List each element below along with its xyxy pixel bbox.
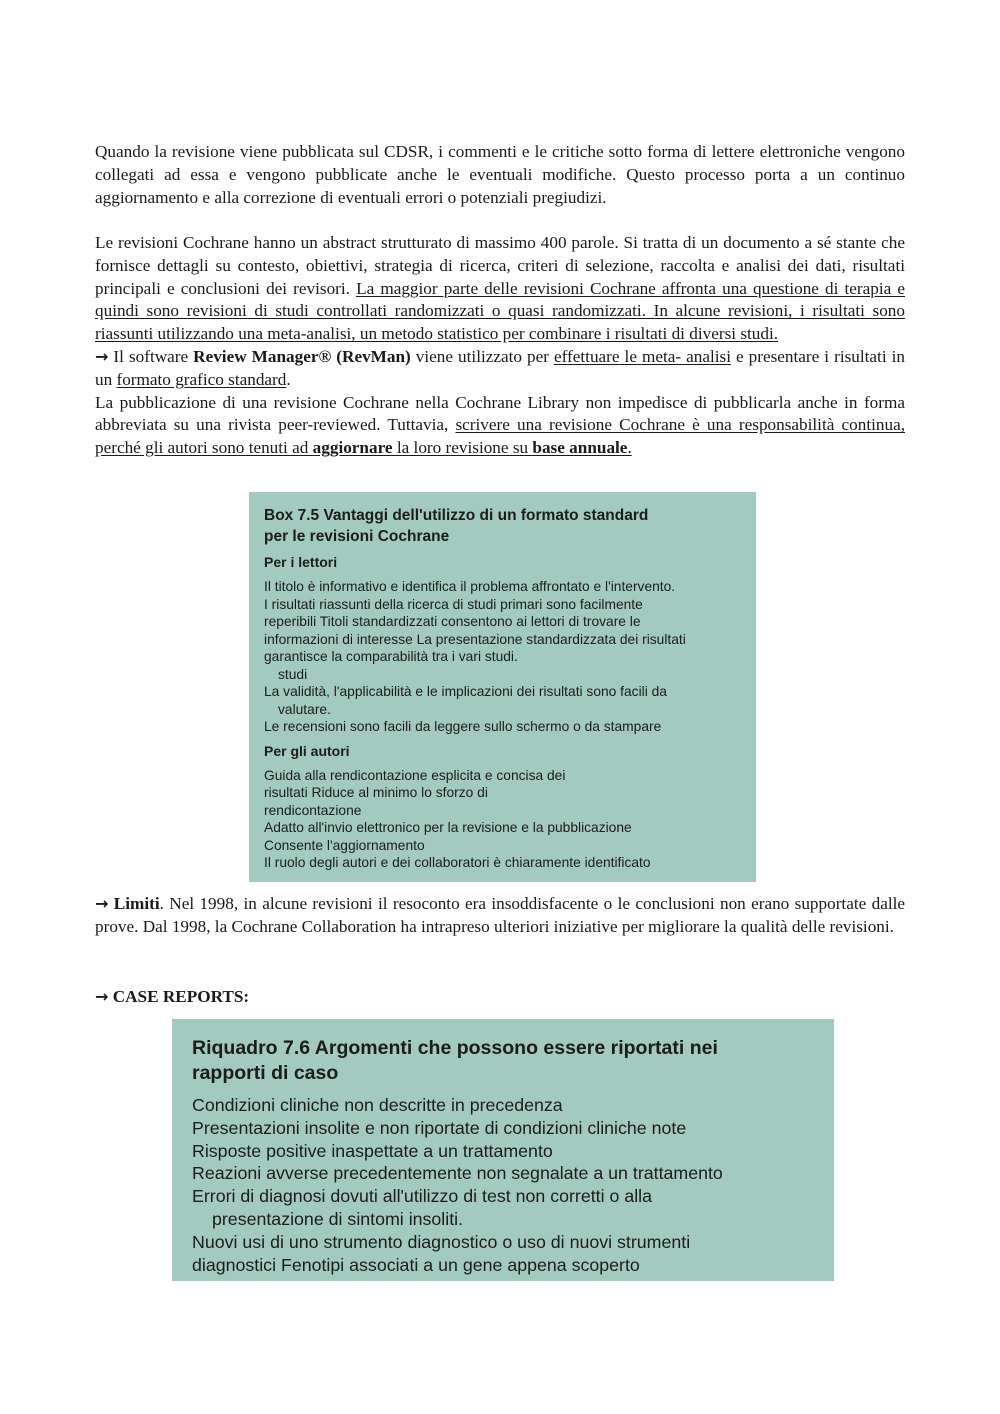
box-line: Il ruolo degli autori e dei collaboratori è chiaramente identificato (264, 855, 651, 870)
box-line: La validità, l'applicabilità e le implicazioni dei risultati sono facili da (264, 684, 667, 699)
text-span: viene utilizzato per (410, 346, 554, 366)
box-line: Presentazioni insolite e non riportate di condizioni cliniche note (192, 1117, 687, 1138)
box-line: Condizioni cliniche non descritte in precedenza (192, 1095, 563, 1115)
publication-paragraph (95, 392, 905, 460)
underlined-text: effettuare le meta- analisi (554, 346, 731, 366)
limits-paragraph (95, 893, 905, 939)
paragraph-text: Quando la revisione viene pubblicata sul CDSR, i commenti e le critiche sotto forma di lettere elettroniche vengono collegati ad essa e vengono pubblicate anche le eventuali modifiche. Questo processo porta a un continuo aggiornamento e alla correzione di eventuali errori o potenziali pregiudizi. (95, 142, 905, 207)
text-span: Il software (108, 346, 194, 366)
bold-text: Limiti (113, 894, 160, 913)
box-title-line: per le revisioni Cochrane (264, 528, 450, 545)
heading-text: CASE REPORTS: (112, 987, 250, 1006)
box-title-line: rapporti di caso (192, 1062, 339, 1084)
box-line: informazioni di interesse La presentazione standardizzata dei risultati (264, 631, 686, 647)
box-line: Le recensioni sono facili da leggere sullo schermo o da stampare (264, 719, 662, 734)
underlined-text: formato grafico standard (116, 369, 287, 389)
box-line: Il titolo è informativo e identifica il problema affrontato e l'intervento. (264, 579, 676, 594)
box-7-5-figure (249, 492, 756, 882)
underlined-text: scrivere una revisione Cochrane è una responsabilità continua, perché gli autori sono tenuti ad (95, 415, 905, 458)
bold-text: Review Manager® (RevMan) (193, 346, 411, 366)
box-line: diagnostici Fenotipi associati a un gene appena scoperto (192, 1254, 640, 1275)
box-line: Reazioni avverse precedentemente non segnalate a un trattamento (192, 1163, 723, 1184)
revman-paragraph (95, 346, 905, 392)
bold-underlined-text: base annuale (532, 438, 628, 458)
box-line: Risposte positive inaspettate a un trattamento (192, 1140, 553, 1161)
box-title-line: Box 7.5 Vantaggi dell'utilizzo di un formato standard (264, 507, 649, 524)
box-subheading-readers: Per i lettori (264, 554, 338, 570)
box-line: Adatto all'invio elettronico per la revisione e la pubblicazione (264, 820, 632, 835)
paragraph-limits (95, 893, 905, 939)
paragraph-cdsr-comments (95, 141, 905, 209)
box-line: Consente l'aggiornamento (264, 837, 425, 853)
box-line: valutare. (278, 701, 331, 717)
box-line: studi (278, 666, 308, 682)
case-reports-heading (95, 986, 905, 1009)
underlined-text: la loro revisione su (392, 438, 533, 458)
box-line: risultati Riduce al minimo lo sforzo di (264, 785, 488, 800)
box-line: I risultati riassunti della ricerca di studi primari sono facilmente (264, 596, 643, 612)
text-span: Le revisioni Cochrane hanno un abstract strutturato di massimo 400 parole. Si tratta di un documento a sé stante che fornisce dettagli su contesto, obiettivi, strategia di ricerca, criteri di selezione, raccolta e analisi dei dati, risultati principali e conclusioni dei revisori. (95, 233, 905, 298)
right-arrow-icon: → (95, 346, 109, 366)
underlined-text: La maggior parte delle revisioni Cochrane affronta una questione di terapia e quindi sono revisioni di studi controllati randomizzati o quasi randomizzati. In alcune revisioni, i risultati sono riassunti utilizzando una meta-analisi, un metodo statistico per combinare i risultati di diversi studi. (95, 278, 905, 344)
abstract-paragraph (95, 232, 905, 346)
box-subheading-authors: Per gli autori (264, 742, 350, 759)
box-7-6-figure (172, 1019, 834, 1281)
box-line: Errori di diagnosi dovuti all'utilizzo di test non corretti o alla (192, 1186, 653, 1207)
text-span: La pubblicazione di una revisione Cochrane nella Cochrane Library non impedisce di pubblicarla anche in forma abbreviata su una rivista peer-reviewed. Tuttavia, (95, 392, 905, 435)
right-arrow-icon: → (95, 987, 109, 1006)
bold-underlined-text: aggiornare (312, 438, 393, 458)
right-arrow-icon: → (95, 894, 109, 913)
box-line: reperibili Titoli standardizzati consentono ai lettori di trovare le (264, 614, 641, 629)
text-span: . Nel 1998, in alcune revisioni il resoconto era insoddisfacente o le conclusioni non erano supportate dalle prove. Dal 1998, la Cochrane Collaboration ha intrapreso ulteriori iniziative per migliorare la qualità delle revisioni. (95, 894, 905, 936)
text-span: e presentare i risultati in un (95, 346, 905, 389)
box-line: Guida alla rendicontazione esplicita e concisa dei (264, 767, 566, 783)
box-title-line: Riquadro 7.6 Argomenti che possono essere riportati nei (192, 1037, 718, 1059)
box-line: garantisce la comparabilità tra i vari studi. (264, 649, 518, 664)
box-line: presentazione di sintomi insoliti. (212, 1208, 464, 1229)
paragraph-cochrane-abstract (95, 232, 905, 460)
underlined-text: . (627, 438, 632, 458)
box-line: Nuovi usi di uno strumento diagnostico o uso di nuovi strumenti (192, 1231, 691, 1252)
text-span: . (286, 369, 291, 389)
box-line: rendicontazione (264, 802, 362, 818)
